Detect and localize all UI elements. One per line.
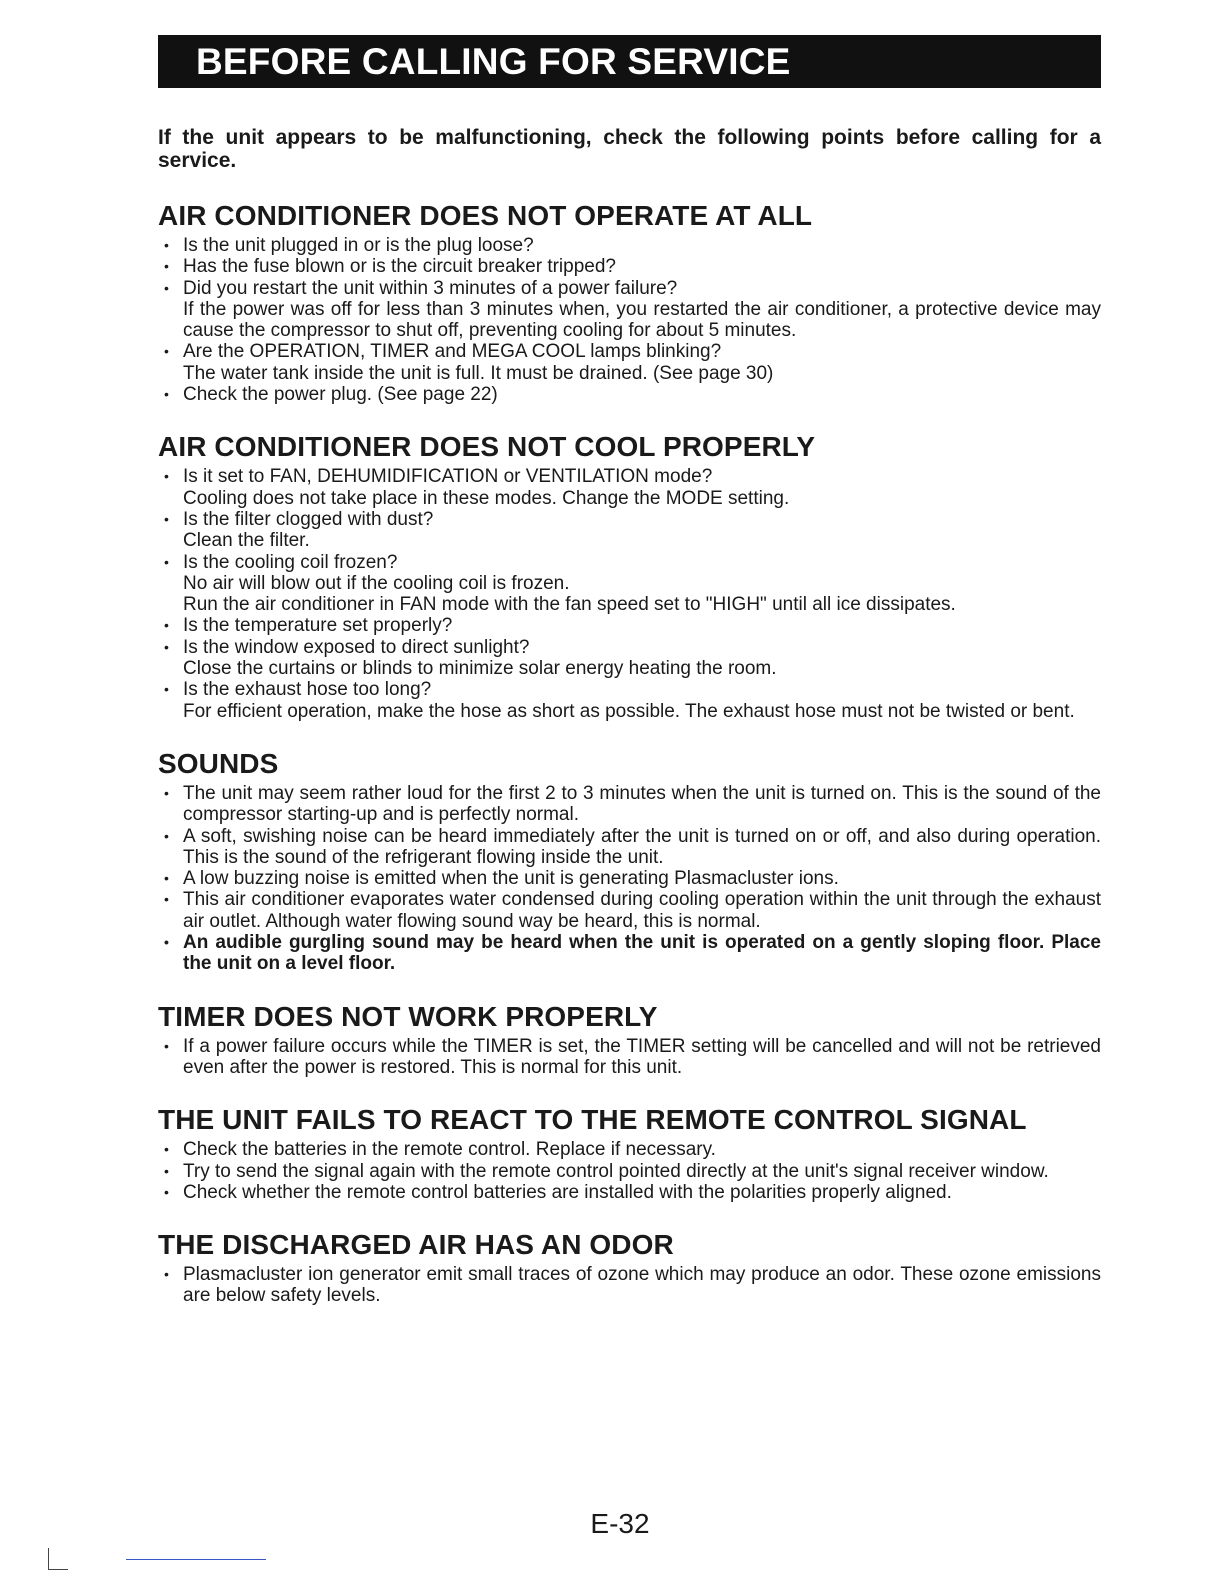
list-item xyxy=(158,235,1101,256)
list-item xyxy=(158,1264,1101,1307)
list-item xyxy=(158,868,1101,889)
item-text: • If a power failure occurs while the TIMER is set, the TIMER setting will be cancelled and will not be retrieved even after the power is restored. This is normal for this unit. xyxy=(183,1035,1101,1078)
item-text: • The unit may seem rather loud for the first 2 to 3 minutes when the unit is turned on. This is the sound of the compressor starting-up and is perfectly normal. xyxy=(183,782,1101,826)
section-heading: AIR CONDITIONER DOES NOT OPERATE AT ALL xyxy=(158,200,813,231)
list-item xyxy=(158,1036,1101,1079)
item-text: • Are the OPERATION, TIMER and MEGA COOL lamps blinking? xyxy=(183,341,722,363)
section-heading: THE DISCHARGED AIR HAS AN ODOR xyxy=(158,1229,674,1261)
list-item xyxy=(158,889,1101,932)
section-heading: SOUNDS xyxy=(158,747,279,779)
bullet-list xyxy=(158,1264,1101,1307)
list-item xyxy=(158,826,1101,869)
item-detail: Run the air conditioner in FAN mode with the fan speed set to "HIGH" until all ice dissipates. xyxy=(183,594,956,616)
section-remote-control xyxy=(158,1104,1101,1203)
section-heading: THE UNIT FAILS TO REACT TO THE REMOTE CONTROL SIGNAL xyxy=(158,1104,1027,1136)
section-heading: TIMER DOES NOT WORK PROPERLY xyxy=(158,1000,658,1032)
list-item xyxy=(158,783,1101,826)
item-text: • Check the power plug. (See page 22) xyxy=(183,384,498,406)
item-text: • Check the batteries in the remote control. Replace if necessary. xyxy=(183,1139,716,1161)
item-detail: No air will blow out if the cooling coil is frozen. xyxy=(183,572,570,594)
item-text: • Check whether the remote control batteries are installed with the polarities properly aligned. xyxy=(183,1181,952,1203)
section-does-not-operate xyxy=(158,200,1101,405)
list-item xyxy=(158,466,1101,509)
item-detail: For efficient operation, make the hose as short as possible. The exhaust hose must not be twisted or bent. xyxy=(183,700,1075,722)
list-item-warning xyxy=(158,932,1101,975)
item-text: • Is the exhaust hose too long? xyxy=(183,679,432,701)
item-text: • Is the unit plugged in or is the plug loose? xyxy=(183,235,534,256)
bullet-list xyxy=(158,1036,1101,1079)
manual-page xyxy=(158,35,1101,1307)
item-detail: Close the curtains or blinds to minimize solar energy heating the room. xyxy=(183,658,777,680)
item-detail: Cooling does not take place in these modes. Change the MODE setting. xyxy=(183,487,790,509)
crop-mark xyxy=(48,1569,68,1570)
section-heading: AIR CONDITIONER DOES NOT COOL PROPERLY xyxy=(158,431,816,463)
item-text: • Try to send the signal again with the remote control pointed directly at the unit's signal receiver window. xyxy=(183,1160,1049,1182)
sections-container xyxy=(158,200,1101,1307)
list-item xyxy=(158,1139,1101,1160)
bullet-list xyxy=(158,1139,1101,1203)
bullet-list xyxy=(158,466,1101,722)
item-detail: The water tank inside the unit is full. It must be drained. (See page 30) xyxy=(183,362,774,384)
title-banner xyxy=(158,35,1101,88)
bullet-list xyxy=(158,235,1101,405)
item-detail: If the power was off for less than 3 minutes when, you restarted the air conditioner, a protective device may cause the compressor to shut off, preventing cooling for about 5 minutes. xyxy=(183,298,1101,342)
item-text: • Has the fuse blown or is the circuit breaker tripped? xyxy=(183,256,616,278)
item-text: • This air conditioner evaporates water condensed during cooling operation within the unit through the exhaust air outlet. Although water flowing sound way be heard, this is normal. xyxy=(183,889,1101,932)
list-item xyxy=(158,1161,1101,1182)
list-item xyxy=(158,1182,1101,1203)
section-does-not-cool xyxy=(158,431,1101,722)
list-item xyxy=(158,637,1101,680)
list-item xyxy=(158,341,1101,384)
list-item xyxy=(158,509,1101,552)
item-text: • Is the cooling coil frozen? xyxy=(183,551,398,573)
list-item xyxy=(158,278,1101,342)
item-text: • Did you restart the unit within 3 minutes of a power failure? xyxy=(183,277,678,299)
page-number: E-32 xyxy=(590,1508,650,1539)
item-text: • Is the filter clogged with dust? xyxy=(183,508,434,530)
crop-mark xyxy=(48,1548,49,1570)
section-sounds xyxy=(158,748,1101,975)
list-item xyxy=(158,384,1101,405)
list-item xyxy=(158,615,1101,636)
list-item xyxy=(158,679,1101,722)
intro-text: If the unit appears to be malfunctioning, check the following points before calling for a service. xyxy=(158,126,1101,172)
page-title: BEFORE CALLING FOR SERVICE xyxy=(196,41,791,82)
item-text: • Is the temperature set properly? xyxy=(183,615,453,637)
item-text: • A soft, swishing noise can be heard immediately after the unit is turned on or off, and also during operation. This is the sound of the refrigerant flowing inside the unit. xyxy=(183,825,1101,868)
footer-rule xyxy=(126,1559,266,1560)
bullet-list xyxy=(158,783,1101,975)
section-timer xyxy=(158,1001,1101,1079)
item-text: • Plasmacluster ion generator emit small traces of ozone which may produce an odor. These ozone emissions are below safety levels. xyxy=(183,1264,1101,1307)
item-detail: Clean the filter. xyxy=(183,530,310,552)
item-text: • Is the window exposed to direct sunlight? xyxy=(183,636,530,658)
item-text: • An audible gurgling sound may be heard when the unit is operated on a gently sloping floor. Place the unit on a level floor. xyxy=(183,932,1101,975)
section-odor xyxy=(158,1229,1101,1307)
item-text: • Is it set to FAN, DEHUMIDIFICATION or VENTILATION mode? xyxy=(183,466,713,488)
list-item xyxy=(158,256,1101,277)
item-text: • A low buzzing noise is emitted when the unit is generating Plasmacluster ions. xyxy=(183,868,839,890)
list-item xyxy=(158,552,1101,616)
